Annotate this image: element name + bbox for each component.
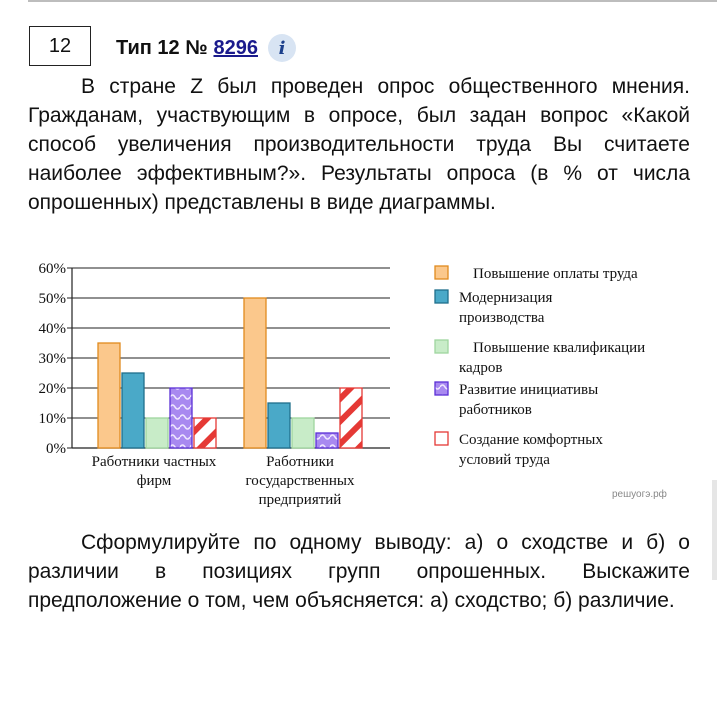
task-intro-text: В стране Z был проведен опрос общественного мнения. Гражданам, участвующим в опросе, был задан вопрос «Какой способ увеличения производительности труда Вы считаете наиболее эффективным?». Результаты опроса (в % от числа опрошенных) представлены в виде диаграммы. [28,75,690,214]
bar [268,403,290,448]
y-tick-label: 30% [38,351,66,367]
legend-label: Создание комфортных [459,432,603,448]
legend-label: производства [459,310,545,326]
bar [146,418,168,448]
y-tick-label: 50% [38,291,66,307]
bar [194,418,216,448]
task-id-link[interactable]: 8296 [213,36,258,59]
legend-swatch [435,432,448,445]
legend-swatch [435,266,448,279]
bar [170,388,192,448]
bar [98,343,120,448]
legend-label: Модернизация [459,290,553,306]
legend-label: условий труда [459,452,550,468]
category-label: предприятий [258,492,342,508]
y-tick-label: 20% [38,381,66,397]
y-tick-label: 10% [38,411,66,427]
task-question-text: Сформулируйте по одному выводу: а) о сходстве и б) о различии в позициях групп опрошенных. Выскажите предположение о том, чем объясняется: а) сходство; б) различие. [28,531,690,612]
bar [316,433,338,448]
y-tick-label: 0% [46,441,66,457]
category-label: государственных [245,473,355,489]
legend-label: Повышение оплаты труда [473,266,638,282]
task-number-box [29,26,91,66]
y-tick-label: 60% [38,261,66,277]
legend-swatch [435,340,448,353]
task-type-label: Тип 12 № [116,36,208,59]
legend-swatch [435,382,448,395]
legend-swatch [435,290,448,303]
bar [244,298,266,448]
survey-bar-chart [30,252,700,512]
bar [122,373,144,448]
legend-label: кадров [459,360,503,376]
site-watermark: решуогэ.рф [612,489,667,500]
top-divider [28,0,717,2]
category-label: Работники [266,454,334,470]
legend-label: Повышение квалификации [473,340,646,356]
y-tick-label: 40% [38,321,66,337]
scrollbar[interactable] [712,480,717,580]
task-header [116,34,296,62]
task-number: 12 [48,34,72,57]
legend-label: Развитие инициативы [459,382,599,398]
bar [292,418,314,448]
category-label: Работники частных [91,454,217,470]
category-label: фирм [136,473,172,489]
info-icon[interactable]: i [268,34,296,62]
legend-label: работников [459,402,532,418]
bar [340,388,362,448]
